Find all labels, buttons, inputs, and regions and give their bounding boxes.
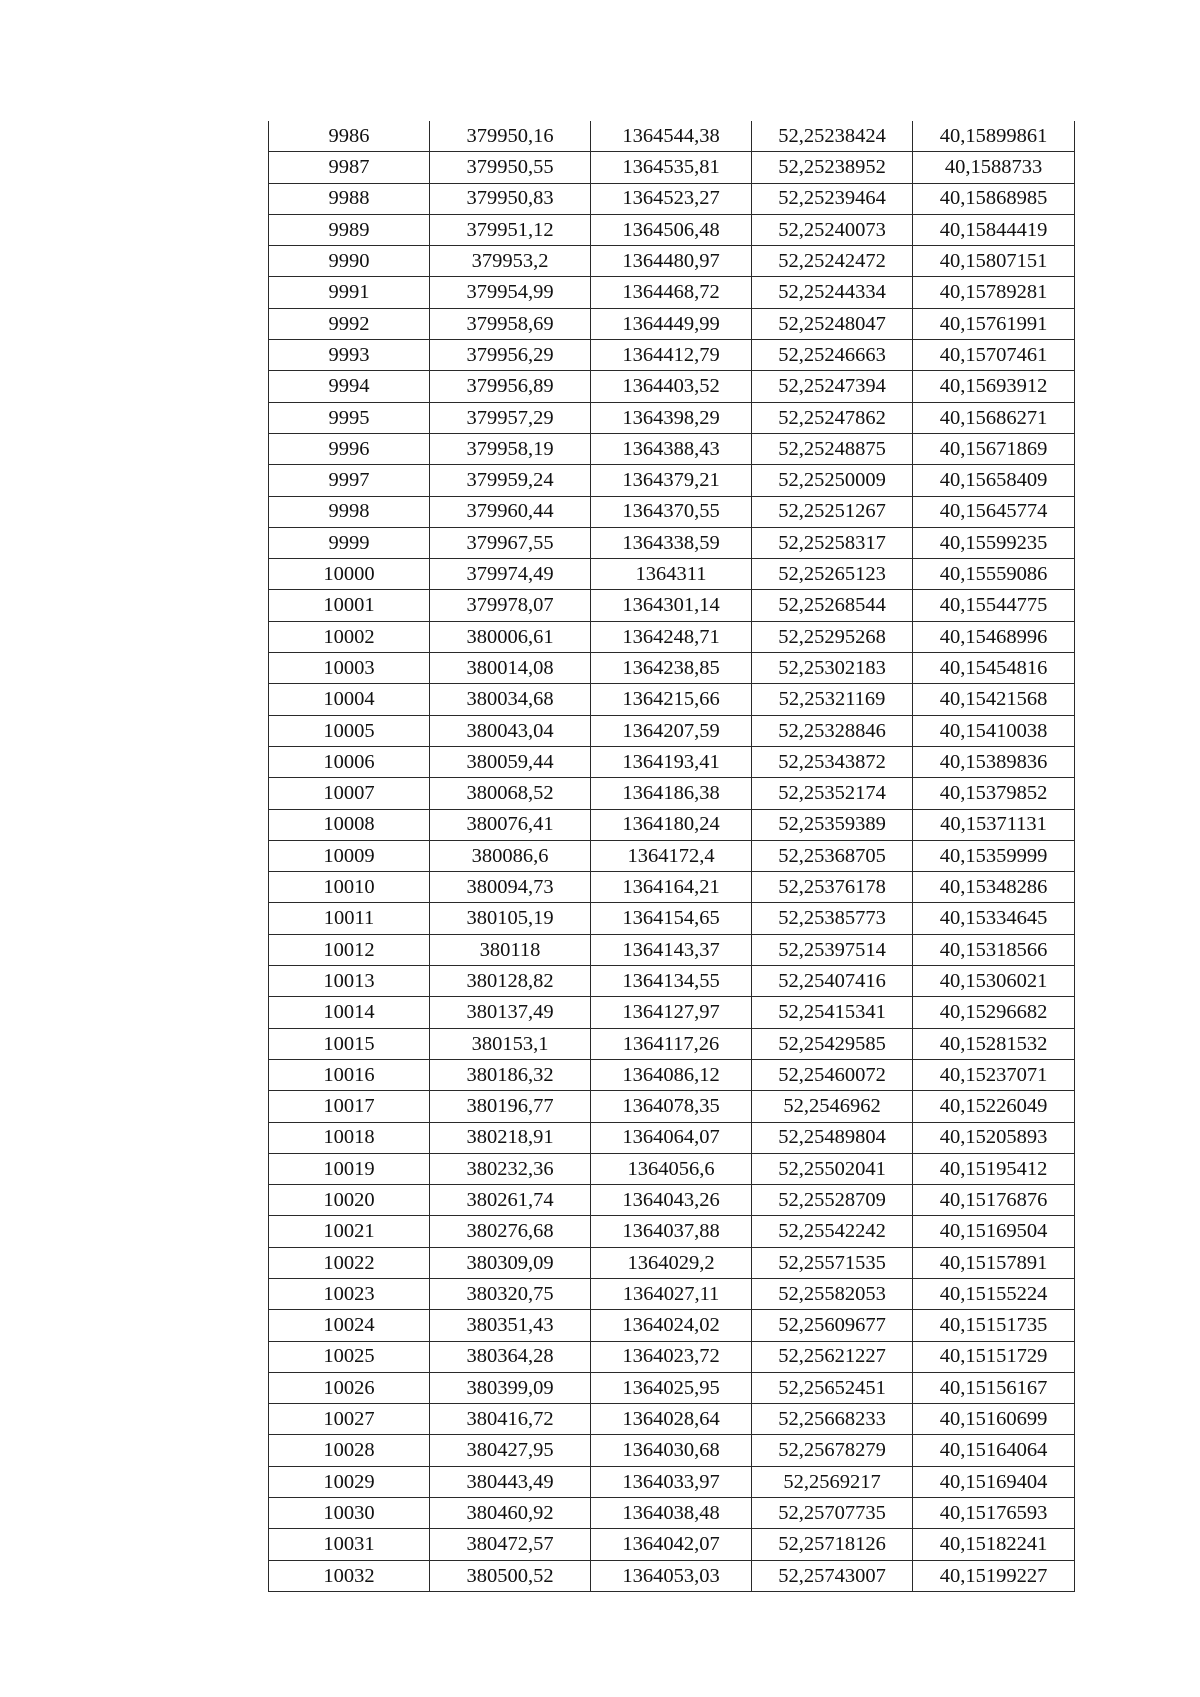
x-coordinate-cell: 379957,29: [430, 402, 591, 433]
table-row: [269, 1216, 1075, 1247]
longitude-cell: 40,15789281: [913, 277, 1075, 308]
table-row: [269, 715, 1075, 746]
point-number-cell: 10016: [269, 1059, 430, 1090]
latitude-cell: 52,25302183: [752, 653, 913, 684]
longitude-cell: 40,1588733: [913, 152, 1075, 183]
longitude-cell: 40,15199227: [913, 1560, 1075, 1591]
table-row: [269, 653, 1075, 684]
table-row: [269, 684, 1075, 715]
y-coordinate-cell: 1364238,85: [591, 653, 752, 684]
latitude-cell: 52,25238952: [752, 152, 913, 183]
y-coordinate-cell: 1364468,72: [591, 277, 752, 308]
table-row: [269, 1372, 1075, 1403]
y-coordinate-cell: 1364027,11: [591, 1278, 752, 1309]
y-coordinate-cell: 1364248,71: [591, 621, 752, 652]
longitude-cell: 40,15160699: [913, 1404, 1075, 1435]
table-row: [269, 1278, 1075, 1309]
table-row: [269, 433, 1075, 464]
table-row: [269, 1310, 1075, 1341]
x-coordinate-cell: 379960,44: [430, 496, 591, 527]
table-row: [269, 1341, 1075, 1372]
latitude-cell: 52,25368705: [752, 840, 913, 871]
point-number-cell: 9995: [269, 402, 430, 433]
longitude-cell: 40,15468996: [913, 621, 1075, 652]
table-row: [269, 1028, 1075, 1059]
y-coordinate-cell: 1364023,72: [591, 1341, 752, 1372]
longitude-cell: 40,15306021: [913, 966, 1075, 997]
table-row: [269, 527, 1075, 558]
table-row: [269, 590, 1075, 621]
y-coordinate-cell: 1364301,14: [591, 590, 752, 621]
point-number-cell: 10009: [269, 840, 430, 871]
y-coordinate-cell: 1364117,26: [591, 1028, 752, 1059]
latitude-cell: 52,25248875: [752, 433, 913, 464]
longitude-cell: 40,15164064: [913, 1435, 1075, 1466]
latitude-cell: 52,25407416: [752, 966, 913, 997]
table-row: [269, 809, 1075, 840]
latitude-cell: 52,25268544: [752, 590, 913, 621]
y-coordinate-cell: 1364215,66: [591, 684, 752, 715]
table-row: [269, 1435, 1075, 1466]
latitude-cell: 52,25258317: [752, 527, 913, 558]
x-coordinate-cell: 380137,49: [430, 997, 591, 1028]
point-number-cell: 10011: [269, 903, 430, 934]
table-row: [269, 340, 1075, 371]
point-number-cell: 10032: [269, 1560, 430, 1591]
x-coordinate-cell: 380068,52: [430, 778, 591, 809]
longitude-cell: 40,15195412: [913, 1153, 1075, 1184]
latitude-cell: 52,25328846: [752, 715, 913, 746]
point-number-cell: 10031: [269, 1529, 430, 1560]
table-row: [269, 1498, 1075, 1529]
x-coordinate-cell: 380059,44: [430, 746, 591, 777]
latitude-cell: 52,25343872: [752, 746, 913, 777]
x-coordinate-cell: 379956,89: [430, 371, 591, 402]
y-coordinate-cell: 1364480,97: [591, 246, 752, 277]
x-coordinate-cell: 379958,19: [430, 433, 591, 464]
x-coordinate-cell: 380118: [430, 934, 591, 965]
x-coordinate-cell: 379959,24: [430, 465, 591, 496]
x-coordinate-cell: 380427,95: [430, 1435, 591, 1466]
longitude-cell: 40,15296682: [913, 997, 1075, 1028]
latitude-cell: 52,25244334: [752, 277, 913, 308]
table-row: [269, 997, 1075, 1028]
point-number-cell: 9996: [269, 433, 430, 464]
longitude-cell: 40,15157891: [913, 1247, 1075, 1278]
point-number-cell: 10023: [269, 1278, 430, 1309]
latitude-cell: 52,25240073: [752, 214, 913, 245]
x-coordinate-cell: 379950,16: [430, 121, 591, 152]
point-number-cell: 10012: [269, 934, 430, 965]
y-coordinate-cell: 1364164,21: [591, 872, 752, 903]
point-number-cell: 9990: [269, 246, 430, 277]
latitude-cell: 52,2569217: [752, 1466, 913, 1497]
y-coordinate-cell: 1364038,48: [591, 1498, 752, 1529]
y-coordinate-cell: 1364180,24: [591, 809, 752, 840]
x-coordinate-cell: 380034,68: [430, 684, 591, 715]
y-coordinate-cell: 1364053,03: [591, 1560, 752, 1591]
y-coordinate-cell: 1364412,79: [591, 340, 752, 371]
y-coordinate-cell: 1364311: [591, 559, 752, 590]
x-coordinate-cell: 380351,43: [430, 1310, 591, 1341]
point-number-cell: 10018: [269, 1122, 430, 1153]
table-row: [269, 183, 1075, 214]
x-coordinate-cell: 379950,83: [430, 183, 591, 214]
y-coordinate-cell: 1364037,88: [591, 1216, 752, 1247]
y-coordinate-cell: 1364127,97: [591, 997, 752, 1028]
latitude-cell: 52,25242472: [752, 246, 913, 277]
x-coordinate-cell: 380261,74: [430, 1185, 591, 1216]
table-row: [269, 1466, 1075, 1497]
y-coordinate-cell: 1364024,02: [591, 1310, 752, 1341]
point-number-cell: 10008: [269, 809, 430, 840]
point-number-cell: 9994: [269, 371, 430, 402]
longitude-cell: 40,15421568: [913, 684, 1075, 715]
latitude-cell: 52,25385773: [752, 903, 913, 934]
coordinates-table-body: [269, 121, 1075, 1591]
longitude-cell: 40,15389836: [913, 746, 1075, 777]
latitude-cell: 52,25652451: [752, 1372, 913, 1403]
y-coordinate-cell: 1364064,07: [591, 1122, 752, 1153]
y-coordinate-cell: 1364506,48: [591, 214, 752, 245]
point-number-cell: 9998: [269, 496, 430, 527]
x-coordinate-cell: 380153,1: [430, 1028, 591, 1059]
y-coordinate-cell: 1364030,68: [591, 1435, 752, 1466]
y-coordinate-cell: 1364398,29: [591, 402, 752, 433]
y-coordinate-cell: 1364338,59: [591, 527, 752, 558]
x-coordinate-cell: 380196,77: [430, 1091, 591, 1122]
point-number-cell: 10029: [269, 1466, 430, 1497]
table-row: [269, 1560, 1075, 1591]
y-coordinate-cell: 1364403,52: [591, 371, 752, 402]
x-coordinate-cell: 379954,99: [430, 277, 591, 308]
x-coordinate-cell: 380014,08: [430, 653, 591, 684]
x-coordinate-cell: 380472,57: [430, 1529, 591, 1560]
point-number-cell: 10013: [269, 966, 430, 997]
y-coordinate-cell: 1364042,07: [591, 1529, 752, 1560]
longitude-cell: 40,15599235: [913, 527, 1075, 558]
point-number-cell: 10014: [269, 997, 430, 1028]
x-coordinate-cell: 380399,09: [430, 1372, 591, 1403]
longitude-cell: 40,15761991: [913, 308, 1075, 339]
table-row: [269, 465, 1075, 496]
table-row: [269, 308, 1075, 339]
point-number-cell: 9986: [269, 121, 430, 152]
longitude-cell: 40,15182241: [913, 1529, 1075, 1560]
y-coordinate-cell: 1364186,38: [591, 778, 752, 809]
latitude-cell: 52,25542242: [752, 1216, 913, 1247]
x-coordinate-cell: 380364,28: [430, 1341, 591, 1372]
point-number-cell: 9987: [269, 152, 430, 183]
latitude-cell: 52,25678279: [752, 1435, 913, 1466]
x-coordinate-cell: 379950,55: [430, 152, 591, 183]
table-row: [269, 1091, 1075, 1122]
point-number-cell: 9991: [269, 277, 430, 308]
table-row: [269, 1122, 1075, 1153]
longitude-cell: 40,15645774: [913, 496, 1075, 527]
point-number-cell: 10001: [269, 590, 430, 621]
longitude-cell: 40,15807151: [913, 246, 1075, 277]
longitude-cell: 40,15693912: [913, 371, 1075, 402]
latitude-cell: 52,25502041: [752, 1153, 913, 1184]
latitude-cell: 52,25582053: [752, 1278, 913, 1309]
longitude-cell: 40,15151729: [913, 1341, 1075, 1372]
table-row: [269, 496, 1075, 527]
point-number-cell: 10021: [269, 1216, 430, 1247]
x-coordinate-cell: 380043,04: [430, 715, 591, 746]
latitude-cell: 52,25239464: [752, 183, 913, 214]
latitude-cell: 52,25668233: [752, 1404, 913, 1435]
point-number-cell: 9999: [269, 527, 430, 558]
point-number-cell: 10024: [269, 1310, 430, 1341]
y-coordinate-cell: 1364370,55: [591, 496, 752, 527]
x-coordinate-cell: 380232,36: [430, 1153, 591, 1184]
longitude-cell: 40,15371131: [913, 809, 1075, 840]
longitude-cell: 40,15151735: [913, 1310, 1075, 1341]
point-number-cell: 10027: [269, 1404, 430, 1435]
table-row: [269, 152, 1075, 183]
x-coordinate-cell: 380086,6: [430, 840, 591, 871]
y-coordinate-cell: 1364134,55: [591, 966, 752, 997]
point-number-cell: 10003: [269, 653, 430, 684]
latitude-cell: 52,25247394: [752, 371, 913, 402]
y-coordinate-cell: 1364449,99: [591, 308, 752, 339]
longitude-cell: 40,15334645: [913, 903, 1075, 934]
longitude-cell: 40,15176593: [913, 1498, 1075, 1529]
longitude-cell: 40,15169504: [913, 1216, 1075, 1247]
point-number-cell: 9992: [269, 308, 430, 339]
table-row: [269, 1153, 1075, 1184]
x-coordinate-cell: 380186,32: [430, 1059, 591, 1090]
longitude-cell: 40,15359999: [913, 840, 1075, 871]
latitude-cell: 52,25248047: [752, 308, 913, 339]
table-row: [269, 903, 1075, 934]
coordinates-table: [268, 121, 1075, 1592]
longitude-cell: 40,15707461: [913, 340, 1075, 371]
y-coordinate-cell: 1364078,35: [591, 1091, 752, 1122]
point-number-cell: 9988: [269, 183, 430, 214]
x-coordinate-cell: 379967,55: [430, 527, 591, 558]
x-coordinate-cell: 380460,92: [430, 1498, 591, 1529]
latitude-cell: 52,25376178: [752, 872, 913, 903]
longitude-cell: 40,15176876: [913, 1185, 1075, 1216]
latitude-cell: 52,25247862: [752, 402, 913, 433]
table-row: [269, 934, 1075, 965]
point-number-cell: 10022: [269, 1247, 430, 1278]
longitude-cell: 40,15686271: [913, 402, 1075, 433]
point-number-cell: 9993: [269, 340, 430, 371]
latitude-cell: 52,25265123: [752, 559, 913, 590]
longitude-cell: 40,15318566: [913, 934, 1075, 965]
latitude-cell: 52,25397514: [752, 934, 913, 965]
table-row: [269, 966, 1075, 997]
table-row: [269, 840, 1075, 871]
table-row: [269, 1404, 1075, 1435]
y-coordinate-cell: 1364033,97: [591, 1466, 752, 1497]
point-number-cell: 10004: [269, 684, 430, 715]
point-number-cell: 9997: [269, 465, 430, 496]
longitude-cell: 40,15237071: [913, 1059, 1075, 1090]
x-coordinate-cell: 380500,52: [430, 1560, 591, 1591]
point-number-cell: 10025: [269, 1341, 430, 1372]
longitude-cell: 40,15205893: [913, 1122, 1075, 1153]
point-number-cell: 10020: [269, 1185, 430, 1216]
latitude-cell: 52,25295268: [752, 621, 913, 652]
latitude-cell: 52,25707735: [752, 1498, 913, 1529]
latitude-cell: 52,25743007: [752, 1560, 913, 1591]
x-coordinate-cell: 380309,09: [430, 1247, 591, 1278]
x-coordinate-cell: 380128,82: [430, 966, 591, 997]
latitude-cell: 52,25246663: [752, 340, 913, 371]
latitude-cell: 52,25718126: [752, 1529, 913, 1560]
table-row: [269, 121, 1075, 152]
latitude-cell: 52,25359389: [752, 809, 913, 840]
table-row: [269, 246, 1075, 277]
y-coordinate-cell: 1364056,6: [591, 1153, 752, 1184]
longitude-cell: 40,15169404: [913, 1466, 1075, 1497]
x-coordinate-cell: 379956,29: [430, 340, 591, 371]
x-coordinate-cell: 380276,68: [430, 1216, 591, 1247]
y-coordinate-cell: 1364544,38: [591, 121, 752, 152]
longitude-cell: 40,15658409: [913, 465, 1075, 496]
latitude-cell: 52,25460072: [752, 1059, 913, 1090]
x-coordinate-cell: 379953,2: [430, 246, 591, 277]
x-coordinate-cell: 380416,72: [430, 1404, 591, 1435]
table-row: [269, 1247, 1075, 1278]
point-number-cell: 10028: [269, 1435, 430, 1466]
longitude-cell: 40,15868985: [913, 183, 1075, 214]
x-coordinate-cell: 380094,73: [430, 872, 591, 903]
latitude-cell: 52,25238424: [752, 121, 913, 152]
x-coordinate-cell: 380320,75: [430, 1278, 591, 1309]
longitude-cell: 40,15899861: [913, 121, 1075, 152]
table-row: [269, 402, 1075, 433]
x-coordinate-cell: 380076,41: [430, 809, 591, 840]
longitude-cell: 40,15226049: [913, 1091, 1075, 1122]
y-coordinate-cell: 1364143,37: [591, 934, 752, 965]
x-coordinate-cell: 379978,07: [430, 590, 591, 621]
longitude-cell: 40,15156167: [913, 1372, 1075, 1403]
latitude-cell: 52,25621227: [752, 1341, 913, 1372]
longitude-cell: 40,15559086: [913, 559, 1075, 590]
x-coordinate-cell: 380006,61: [430, 621, 591, 652]
point-number-cell: 10030: [269, 1498, 430, 1529]
table-row: [269, 214, 1075, 245]
table-row: [269, 746, 1075, 777]
table-row: [269, 1529, 1075, 1560]
latitude-cell: 52,25251267: [752, 496, 913, 527]
longitude-cell: 40,15844419: [913, 214, 1075, 245]
table-row: [269, 778, 1075, 809]
y-coordinate-cell: 1364086,12: [591, 1059, 752, 1090]
table-row: [269, 872, 1075, 903]
y-coordinate-cell: 1364535,81: [591, 152, 752, 183]
latitude-cell: 52,25321169: [752, 684, 913, 715]
table-row: [269, 1185, 1075, 1216]
latitude-cell: 52,25489804: [752, 1122, 913, 1153]
y-coordinate-cell: 1364029,2: [591, 1247, 752, 1278]
table-row: [269, 559, 1075, 590]
longitude-cell: 40,15281532: [913, 1028, 1075, 1059]
y-coordinate-cell: 1364025,95: [591, 1372, 752, 1403]
point-number-cell: 10015: [269, 1028, 430, 1059]
point-number-cell: 10019: [269, 1153, 430, 1184]
longitude-cell: 40,15410038: [913, 715, 1075, 746]
x-coordinate-cell: 379951,12: [430, 214, 591, 245]
y-coordinate-cell: 1364043,26: [591, 1185, 752, 1216]
latitude-cell: 52,25415341: [752, 997, 913, 1028]
longitude-cell: 40,15348286: [913, 872, 1075, 903]
y-coordinate-cell: 1364193,41: [591, 746, 752, 777]
latitude-cell: 52,2546962: [752, 1091, 913, 1122]
latitude-cell: 52,25352174: [752, 778, 913, 809]
y-coordinate-cell: 1364172,4: [591, 840, 752, 871]
latitude-cell: 52,25528709: [752, 1185, 913, 1216]
table-row: [269, 621, 1075, 652]
x-coordinate-cell: 379974,49: [430, 559, 591, 590]
y-coordinate-cell: 1364388,43: [591, 433, 752, 464]
longitude-cell: 40,15454816: [913, 653, 1075, 684]
y-coordinate-cell: 1364523,27: [591, 183, 752, 214]
point-number-cell: 9989: [269, 214, 430, 245]
latitude-cell: 52,25609677: [752, 1310, 913, 1341]
x-coordinate-cell: 380443,49: [430, 1466, 591, 1497]
x-coordinate-cell: 380218,91: [430, 1122, 591, 1153]
longitude-cell: 40,15544775: [913, 590, 1075, 621]
point-number-cell: 10007: [269, 778, 430, 809]
longitude-cell: 40,15671869: [913, 433, 1075, 464]
point-number-cell: 10000: [269, 559, 430, 590]
point-number-cell: 10002: [269, 621, 430, 652]
point-number-cell: 10017: [269, 1091, 430, 1122]
y-coordinate-cell: 1364379,21: [591, 465, 752, 496]
latitude-cell: 52,25250009: [752, 465, 913, 496]
point-number-cell: 10005: [269, 715, 430, 746]
latitude-cell: 52,25429585: [752, 1028, 913, 1059]
latitude-cell: 52,25571535: [752, 1247, 913, 1278]
longitude-cell: 40,15155224: [913, 1278, 1075, 1309]
longitude-cell: 40,15379852: [913, 778, 1075, 809]
table-row: [269, 1059, 1075, 1090]
x-coordinate-cell: 380105,19: [430, 903, 591, 934]
y-coordinate-cell: 1364028,64: [591, 1404, 752, 1435]
point-number-cell: 10010: [269, 872, 430, 903]
x-coordinate-cell: 379958,69: [430, 308, 591, 339]
point-number-cell: 10006: [269, 746, 430, 777]
y-coordinate-cell: 1364154,65: [591, 903, 752, 934]
y-coordinate-cell: 1364207,59: [591, 715, 752, 746]
table-row: [269, 277, 1075, 308]
point-number-cell: 10026: [269, 1372, 430, 1403]
table-row: [269, 371, 1075, 402]
